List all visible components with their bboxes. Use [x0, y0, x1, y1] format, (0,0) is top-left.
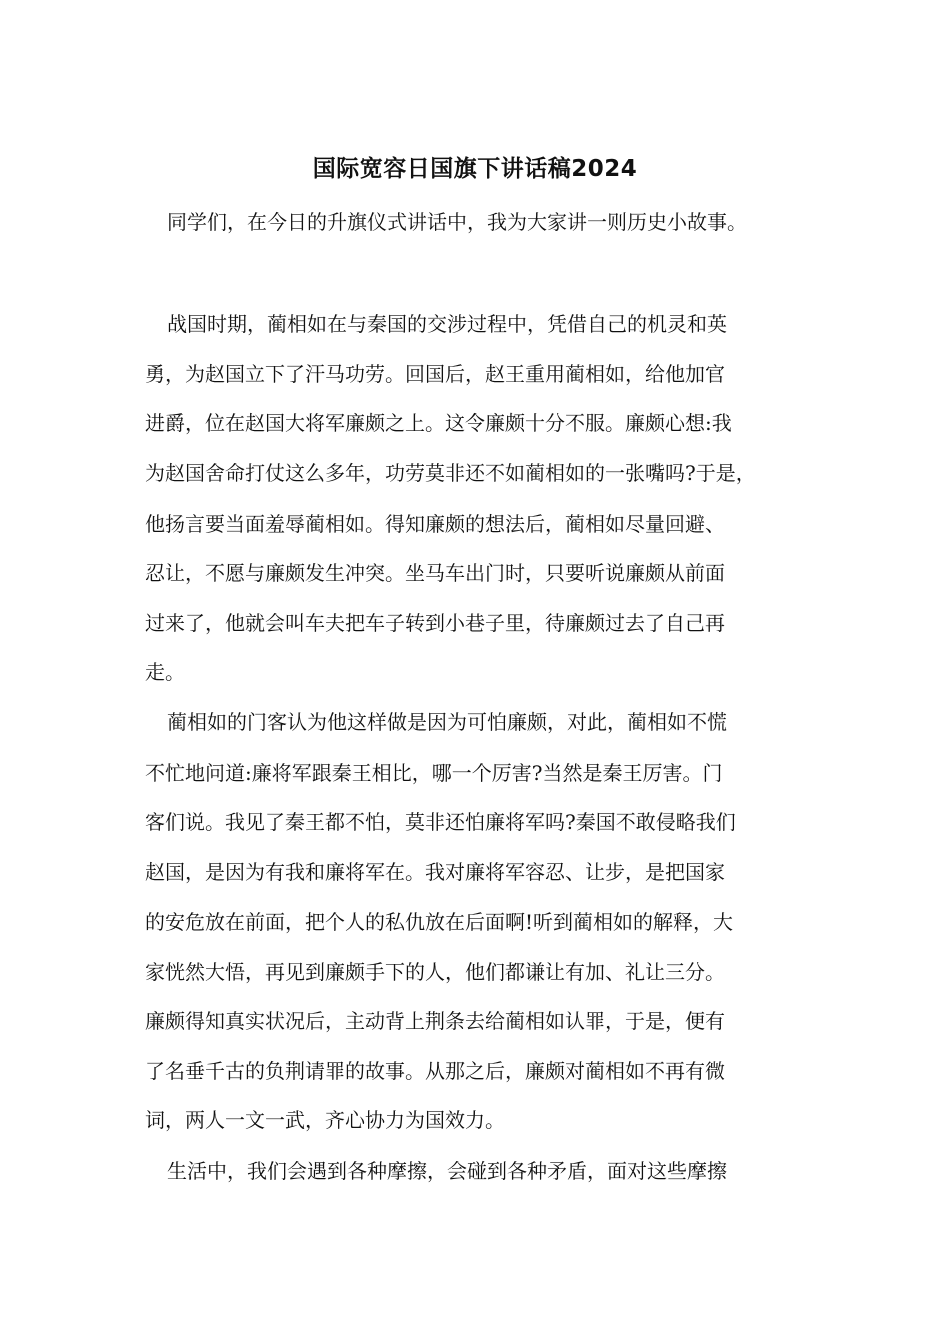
line-text: 了名垂千古的负荆请罪的故事。从那之后，廉颇对蔺相如不再有微	[145, 1059, 725, 1083]
line-text: 同学们，在今日的升旗仪式讲话中，我为大家讲一则历史小故事。	[167, 210, 747, 234]
line-text: 忍让，不愿与廉颇发生冲突。坐马车出门时，只要听说廉颇从前面	[145, 561, 725, 585]
line-text: 为赵国舍命打仗这么多年，功劳莫非还不如蔺相如的一张嘴吗?于是，	[145, 461, 756, 485]
line-text: 进爵，位在赵国大将军廉颇之上。这令廉颇十分不服。廉颇心想:我	[145, 411, 732, 435]
line-text: 的安危放在前面，把个人的私仇放在后面啊!听到蔺相如的解释，大	[145, 910, 734, 934]
line-text: 勇，为赵国立下了汗马功劳。回国后，赵王重用蔺相如，给他加官	[145, 362, 725, 386]
line-text: 词，两人一文一武，齐心协力为国效力。	[145, 1108, 505, 1132]
line-text: 赵国，是因为有我和廉将军在。我对廉将军容忍、让步，是把国家	[145, 860, 725, 884]
line-text: 他扬言要当面羞辱蔺相如。得知廉颇的想法后，蔺相如尽量回避、	[145, 512, 725, 536]
line-text: 客们说。我见了秦王都不怕，莫非还怕廉将军吗?秦国不敢侵略我们	[145, 810, 736, 834]
line-text: 走。	[145, 660, 185, 684]
document-title: 国际宽容日国旗下讲话稿2024	[312, 156, 638, 182]
line-text: 蔺相如的门客认为他这样做是因为可怕廉颇，对此，蔺相如不慌	[167, 710, 727, 734]
line-text: 廉颇得知真实状况后，主动背上荆条去给蔺相如认罪，于是，便有	[145, 1009, 725, 1033]
line-text: 生活中，我们会遇到各种摩擦，会碰到各种矛盾，面对这些摩擦	[167, 1159, 727, 1183]
line-text: 家恍然大悟，再见到廉颇手下的人，他们都谦让有加、礼让三分。	[145, 960, 725, 984]
line-text: 过来了，他就会叫车夫把车子转到小巷子里，待廉颇过去了自己再	[145, 611, 725, 635]
line-text: 战国时期，蔺相如在与秦国的交涉过程中，凭借自己的机灵和英	[167, 312, 727, 336]
line-text: 不忙地问道:廉将军跟秦王相比，哪一个厉害?当然是秦王厉害。门	[145, 761, 723, 785]
